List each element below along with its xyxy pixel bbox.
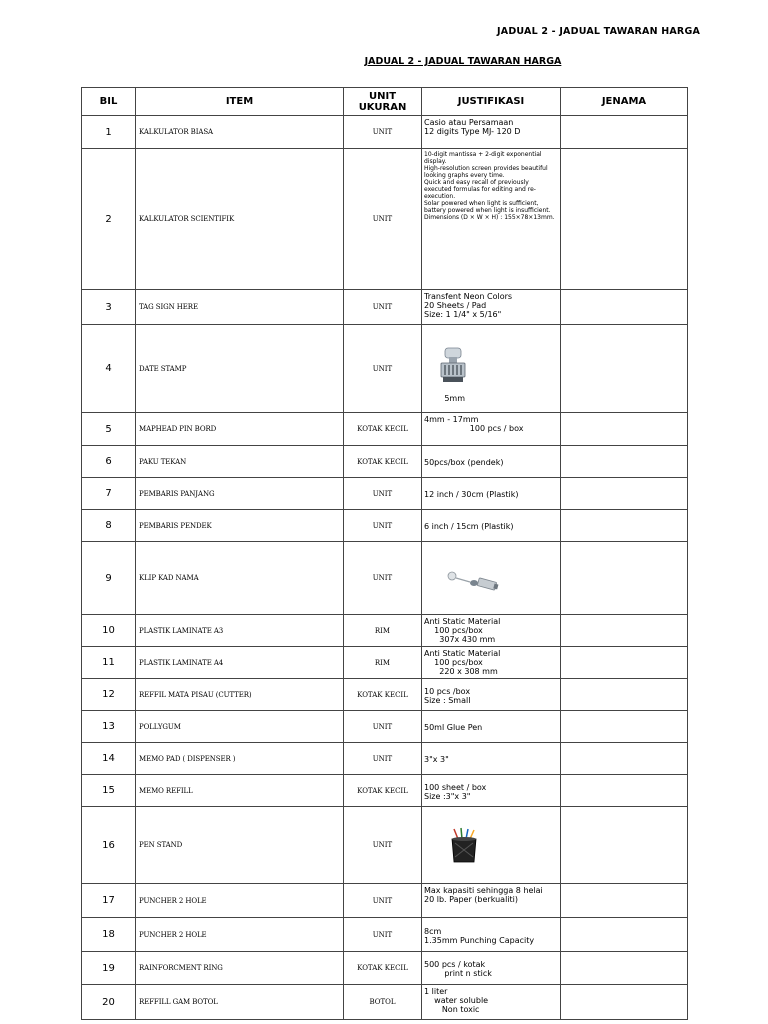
table-header-row xyxy=(82,88,688,116)
cell-bil: 3 xyxy=(82,290,136,325)
table-row xyxy=(82,325,688,413)
cell-item: REFFIL MATA PISAU (CUTTER) xyxy=(136,679,344,711)
cell-jenama xyxy=(561,743,688,775)
cell-bil: 19 xyxy=(82,952,136,985)
cell-item: RAINFORCMENT RING xyxy=(136,952,344,985)
cell-jenama xyxy=(561,985,688,1020)
pen-stand-image xyxy=(444,827,484,865)
cell-justifikasi: Transfent Neon Colors 20 Sheets / Pad Size: 1 1/4" x 5/16" xyxy=(422,290,561,325)
cell-justifikasi xyxy=(422,807,561,884)
cell-jenama xyxy=(561,413,688,446)
cell-justifikasi: Casio atau Persamaan 12 digits Type MJ- 120 D xyxy=(422,116,561,149)
table-row xyxy=(82,743,688,775)
cell-justifikasi: 8cm 1.35mm Punching Capacity xyxy=(422,918,561,952)
cell-justifikasi: Anti Static Material 100 pcs/box 220 x 308 mm xyxy=(422,647,561,679)
table-row xyxy=(82,985,688,1020)
name-card-clip-image xyxy=(432,562,512,596)
cell-jenama xyxy=(561,679,688,711)
cell-bil: 9 xyxy=(82,542,136,615)
cell-jenama xyxy=(561,149,688,290)
cell-item: KALKULATOR SCIENTIFIK xyxy=(136,149,344,290)
cell-bil: 16 xyxy=(82,807,136,884)
cell-jenama xyxy=(561,952,688,985)
cell-item: POLLYGUM xyxy=(136,711,344,743)
cell-justifikasi xyxy=(422,542,561,615)
cell-jenama xyxy=(561,446,688,478)
cell-bil: 11 xyxy=(82,647,136,679)
cell-jenama xyxy=(561,116,688,149)
cell-justifikasi: 100 sheet / box Size :3"x 3" xyxy=(422,775,561,807)
justifikasi-text: 5mm xyxy=(444,394,466,403)
cell-bil: 15 xyxy=(82,775,136,807)
cell-unit: UNIT xyxy=(344,478,422,510)
cell-jenama xyxy=(561,918,688,952)
cell-jenama xyxy=(561,542,688,615)
cell-item: MAPHEAD PIN BORD xyxy=(136,413,344,446)
table-row xyxy=(82,510,688,542)
cell-item: PAKU TEKAN xyxy=(136,446,344,478)
cell-bil: 8 xyxy=(82,510,136,542)
cell-bil: 18 xyxy=(82,918,136,952)
table-row xyxy=(82,542,688,615)
cell-unit: UNIT xyxy=(344,542,422,615)
table-row xyxy=(82,413,688,446)
cell-unit: KOTAK KECIL xyxy=(344,413,422,446)
cell-justifikasi: 6 inch / 15cm (Plastik) xyxy=(422,510,561,542)
cell-justifikasi: 10-digit mantissa + 2-digit exponential display. High-resolution screen provides beautiful looking graphs every time. Quick and easy recall of previously executed formulas for editing and re-execution. Solar powered when light is sufficient, battery powered when light is insufficient. Dimensions (D × W × H) : 155×78×13mm. xyxy=(422,149,561,290)
table-row xyxy=(82,149,688,290)
cell-unit: UNIT xyxy=(344,116,422,149)
table-row xyxy=(82,446,688,478)
col-header-bil: BIL xyxy=(82,88,136,116)
cell-jenama xyxy=(561,290,688,325)
cell-bil: 5 xyxy=(82,413,136,446)
header-top-right: JADUAL 2 - JADUAL TAWARAN HARGA xyxy=(497,26,700,37)
cell-unit: UNIT xyxy=(344,884,422,918)
cell-bil: 4 xyxy=(82,325,136,413)
cell-item: PEMBARIS PENDEK xyxy=(136,510,344,542)
cell-item: PLASTIK LAMINATE A4 xyxy=(136,647,344,679)
cell-jenama xyxy=(561,478,688,510)
table-row xyxy=(82,679,688,711)
cell-item: MEMO REFILL xyxy=(136,775,344,807)
cell-justifikasi xyxy=(422,325,561,413)
table-row xyxy=(82,290,688,325)
col-header-item: ITEM xyxy=(136,88,344,116)
cell-item: REFFILL GAM BOTOL xyxy=(136,985,344,1020)
cell-bil: 20 xyxy=(82,985,136,1020)
cell-bil: 13 xyxy=(82,711,136,743)
cell-justifikasi: 12 inch / 30cm (Plastik) xyxy=(422,478,561,510)
col-header-unit: UNIT UKURAN xyxy=(344,88,422,116)
cell-jenama xyxy=(561,647,688,679)
table-row xyxy=(82,952,688,985)
cell-justifikasi: Anti Static Material 100 pcs/box 307x 430 mm xyxy=(422,615,561,647)
col-header-jenama: JENAMA xyxy=(561,88,688,116)
cell-justifikasi: 50pcs/box (pendek) xyxy=(422,446,561,478)
cell-jenama xyxy=(561,884,688,918)
cell-unit: KOTAK KECIL xyxy=(344,952,422,985)
cell-justifikasi: 500 pcs / kotak print n stick xyxy=(422,952,561,985)
cell-unit: RIM xyxy=(344,647,422,679)
cell-justifikasi: 10 pcs /box Size : Small xyxy=(422,679,561,711)
cell-unit: KOTAK KECIL xyxy=(344,679,422,711)
cell-item: DATE STAMP xyxy=(136,325,344,413)
cell-item: KALKULATOR BIASA xyxy=(136,116,344,149)
cell-item: TAG SIGN HERE xyxy=(136,290,344,325)
cell-jenama xyxy=(561,510,688,542)
cell-unit: UNIT xyxy=(344,290,422,325)
cell-bil: 7 xyxy=(82,478,136,510)
col-header-justifikasi: JUSTIFIKASI xyxy=(422,88,561,116)
cell-bil: 6 xyxy=(82,446,136,478)
cell-bil: 17 xyxy=(82,884,136,918)
cell-unit: UNIT xyxy=(344,510,422,542)
cell-unit: BOTOL xyxy=(344,985,422,1020)
table-row xyxy=(82,775,688,807)
cell-unit: KOTAK KECIL xyxy=(344,775,422,807)
cell-item: PUNCHER 2 HOLE xyxy=(136,884,344,918)
cell-jenama xyxy=(561,807,688,884)
table-row xyxy=(82,478,688,510)
cell-bil: 10 xyxy=(82,615,136,647)
document-title: JADUAL 2 - JADUAL TAWARAN HARGA xyxy=(364,56,562,67)
cell-item: PUNCHER 2 HOLE xyxy=(136,918,344,952)
cell-unit: KOTAK KECIL xyxy=(344,446,422,478)
cell-item: PEN STAND xyxy=(136,807,344,884)
cell-bil: 14 xyxy=(82,743,136,775)
cell-justifikasi: Max kapasiti sehingga 8 helai 20 lb. Paper (berkualiti) xyxy=(422,884,561,918)
cell-justifikasi: 4mm - 17mm 100 pcs / box xyxy=(422,413,561,446)
cell-item: PLASTIK LAMINATE A3 xyxy=(136,615,344,647)
table-row xyxy=(82,116,688,149)
cell-unit: UNIT xyxy=(344,807,422,884)
cell-item: MEMO PAD ( DISPENSER ) xyxy=(136,743,344,775)
cell-bil: 12 xyxy=(82,679,136,711)
cell-jenama xyxy=(561,775,688,807)
table-row xyxy=(82,918,688,952)
cell-item: KLIP KAD NAMA xyxy=(136,542,344,615)
cell-unit: UNIT xyxy=(344,711,422,743)
date-stamp-image xyxy=(438,347,468,385)
cell-justifikasi: 50ml Glue Pen xyxy=(422,711,561,743)
table-row xyxy=(82,711,688,743)
table-row xyxy=(82,884,688,918)
cell-unit: UNIT xyxy=(344,918,422,952)
table-row xyxy=(82,615,688,647)
cell-bil: 2 xyxy=(82,149,136,290)
cell-bil: 1 xyxy=(82,116,136,149)
cell-unit: UNIT xyxy=(344,149,422,290)
table-row xyxy=(82,647,688,679)
cell-jenama xyxy=(561,615,688,647)
price-table xyxy=(81,87,688,1020)
cell-jenama xyxy=(561,325,688,413)
cell-item: PEMBARIS PANJANG xyxy=(136,478,344,510)
cell-jenama xyxy=(561,711,688,743)
cell-unit: UNIT xyxy=(344,325,422,413)
table-row xyxy=(82,807,688,884)
cell-justifikasi: 3"x 3" xyxy=(422,743,561,775)
cell-unit: UNIT xyxy=(344,743,422,775)
cell-unit: RIM xyxy=(344,615,422,647)
cell-justifikasi: 1 liter water soluble Non toxic xyxy=(422,985,561,1020)
